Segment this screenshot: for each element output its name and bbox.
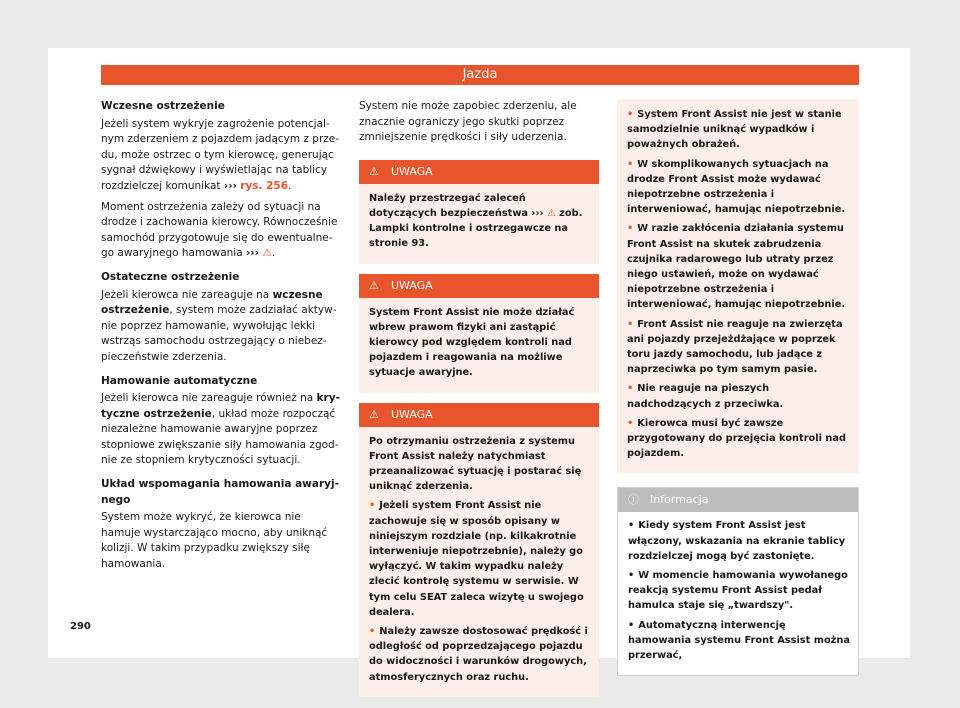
text: , system może zadziałać aktywnie poprzez hamowanie, wywołując lekki wstrząs samochodu ostrzegający o niebezpieczeństwie zderzenia. <box>101 304 337 363</box>
bullet-icon: • <box>627 109 634 120</box>
info-bullet <box>628 618 850 664</box>
figure-link[interactable]: rys. 256 <box>240 179 289 192</box>
info-icon: ⓘ <box>628 493 639 507</box>
bullet-icon: • <box>627 383 634 395</box>
warning-header <box>359 160 599 184</box>
info-box <box>617 487 859 676</box>
warning-text: System Front Assist nie może działać wbrew prawom fizyki ani zastąpić kierowcy pod względem kontroli nad pojazdem i reagowania na możliwe sytuacje awaryjne. <box>369 306 575 379</box>
arrow-ref: ››› <box>245 247 259 260</box>
text: W razie zakłócenia działania systemu Front Assist na skutek zabrudzenia czujnika radarowego lub utraty przez niego ustawień, może on wydawać niepotrzebne ostrzeżenia i interweniować, hamując niepotrzebnie. <box>627 223 846 311</box>
text: Należy zawsze dostosować prędkość i odległość od poprzedzającego pojazdu do widoczności i warunków drogowych, atmosferycznych oraz ruchu. <box>369 626 588 683</box>
text: Jeżeli kierowca nie zareaguje na <box>101 288 273 301</box>
warning-bullet <box>627 317 851 378</box>
heading-auto-braking: Hamowanie automatyczne <box>101 374 258 387</box>
warning-bullet <box>627 221 851 312</box>
text: W momencie hamowania wywołanego reakcją systemu Front Assist pedał hamulca staje się „twardszy". <box>628 570 848 612</box>
warning-title: UWAGA <box>391 407 433 421</box>
paragraph-brake-assist: System może wykryć, że kierowca nie hamuje wystarczająco mocno, aby uniknąć kolizji. W takim przypadku zwiększy siłę hamowania. <box>101 511 328 571</box>
warning-header <box>359 403 599 427</box>
text: , układ może rozpocząć niezależne hamowanie awaryjne poprzez stopniowe zwiększanie siły hamowania zgodnie ze stopniem krytyczności sytuacji. <box>101 407 339 467</box>
paragraph-warning-moment <box>101 200 341 262</box>
warning-bullet <box>369 498 591 620</box>
page-number: 290 <box>70 621 91 632</box>
warning-body <box>359 184 599 264</box>
text: Front Assist nie reaguje na zwierzęta ani pojazdy przejeżdżające w poprzek toru jazdy samochodu, lub jadące z naprzeciwka po tym samym pasie. <box>627 318 843 376</box>
warning-header <box>359 274 599 298</box>
heading-early-warning: Wczesne ostrzeżenie <box>101 100 225 112</box>
bullet-icon: • <box>627 223 634 235</box>
warning-text <box>369 191 591 252</box>
info-bullet <box>628 568 850 614</box>
warning-continuation <box>617 99 859 473</box>
info-bullet <box>628 518 850 564</box>
text: System Front Assist nie jest w stanie samodzielnie uniknąć wypadków i poważnych obrażeń. <box>627 109 842 151</box>
text: Kierowca musi być zawsze przygotowany do przejęcia kontroli nad pojazdem. <box>627 417 846 460</box>
bullet-icon: • <box>627 158 634 170</box>
text: Automatyczną interwencję hamowania systemu Front Assist można przerwać, <box>628 619 850 662</box>
info-header <box>618 488 858 512</box>
warning-box-3 <box>359 403 599 697</box>
warning-triangle-icon: ⚠ <box>369 407 379 421</box>
bullet-icon: • <box>628 520 635 532</box>
warning-title: UWAGA <box>391 278 433 292</box>
heading-brake-assist: Układ wspomagania hamowania awaryjnego <box>101 478 339 506</box>
section-header: Jazda <box>101 65 859 85</box>
warning-triangle-icon: ⚠ <box>369 278 379 292</box>
warning-body <box>359 298 599 393</box>
heading-final-warning: Ostateczne ostrzeżenie <box>101 270 240 283</box>
warning-bullet <box>627 107 851 153</box>
paragraph-intro: System nie może zapobiec zderzeniu, ale znacznie ograniczy jego skutki poprzez zmniejszenie prędkości i siły uderzenia. <box>359 100 577 144</box>
column-3 <box>617 99 859 676</box>
text: . <box>271 247 276 260</box>
text: Moment ostrzeżenia zależy od sytuacji na drodze i zachowania kierowcy. Równocześnie samochód przygotowuje się do ewentualnego awaryjnego hamowania <box>101 200 338 260</box>
warning-bullet <box>369 624 591 685</box>
warning-triangle-icon[interactable]: ⚠ <box>546 207 556 219</box>
warning-bullet <box>627 416 851 462</box>
text: W skomplikowanych sytuacjach na drodze Front Assist może wydawać niepotrzebne ostrzeżenia i interweniować, hamując niepotrzebnie. <box>627 158 846 216</box>
text: . <box>288 179 292 192</box>
text: Jeżeli system wykryje zagrożenie potencjalnym zderzeniem z pojazdem jadącym z przedu, może ostrzec o tym kierowcę, generując sygnał dźwiękowy i wyświetlając na tablicy rozdzielczej komunikat <box>101 117 340 192</box>
warning-box-1 <box>359 160 599 264</box>
warning-bullet <box>627 381 851 411</box>
bullet-icon: • <box>628 619 635 631</box>
text: Jeżeli kierowca nie zareaguje również na <box>101 392 317 405</box>
bullet-icon: • <box>627 417 634 429</box>
arrow-ref: ››› <box>223 179 237 192</box>
paragraph-final-warning <box>101 288 341 366</box>
bullet-icon: • <box>627 318 634 330</box>
text: Nie reaguje na pieszych nadchodzących z przeciwka. <box>627 383 784 410</box>
text: Należy przestrzegać zaleceń dotyczących bezpieczeństwa <box>369 192 532 219</box>
text: Jeżeli system Front Assist nie zachowuje się w sposób opisany w niniejszym rozdziale (np. kilkakrotnie interweniuje niepotrzebnie), należy go wyłączyć. W takim wypadku należy zlecić kontrolę systemu w serwisie. W tym celu SEAT zaleca wizytę u swojego dealera. <box>369 500 584 618</box>
text: zob. Lampki kontrolne i ostrzegawcze na stronie 93. <box>369 207 583 250</box>
column-2 <box>359 99 599 707</box>
paragraph-auto-braking <box>101 391 341 469</box>
warning-box-2 <box>359 274 599 393</box>
paragraph-early-warning <box>101 117 341 195</box>
warning-triangle-icon: ⚠ <box>369 164 379 178</box>
bold-text: wczesne ostrzeżenie <box>101 288 323 317</box>
bullet-icon: • <box>369 500 376 512</box>
warning-bullet <box>627 157 851 218</box>
warning-text: Po otrzymaniu ostrzeżenia z systemu Front Assist należy natychmiast przeanalizować sytuację i postarać się uniknąć zderzenia. <box>369 435 582 493</box>
info-body <box>618 512 858 675</box>
bold-text: krytyczne ostrzeżenie <box>101 392 340 420</box>
warning-triangle-icon[interactable]: ⚠ <box>262 247 272 260</box>
arrow-ref: ››› <box>531 207 544 219</box>
warning-body <box>359 427 599 697</box>
bullet-icon: • <box>628 570 635 582</box>
bullet-icon: • <box>369 626 376 638</box>
text: Kiedy system Front Assist jest włączony, wskazania na ekranie tablicy rozdzielczej mogą być zastonięte. <box>628 520 846 562</box>
info-title: Informacja <box>650 493 709 507</box>
warning-title: UWAGA <box>391 164 433 178</box>
column-1 <box>101 99 341 578</box>
